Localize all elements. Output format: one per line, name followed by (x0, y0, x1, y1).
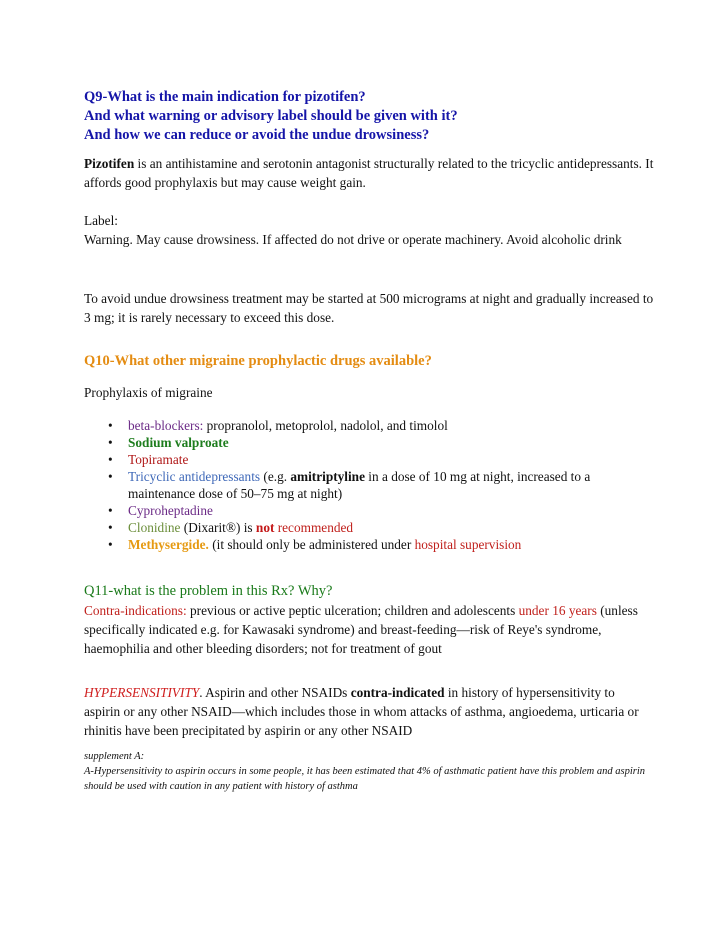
q11-heading: Q11-what is the problem in this Rx? Why? (84, 583, 333, 599)
tca-bold: amitriptyline (290, 469, 365, 484)
list-item-beta-blockers (84, 417, 644, 434)
methysergide-label: Methysergide. (128, 537, 209, 552)
contra-indications-label: Contra-indications: (84, 603, 187, 618)
contra-indications-text-1: previous or active peptic ulceration; children and adolescents (186, 603, 519, 618)
list-item-tca (84, 468, 644, 502)
label-title: Label: (84, 213, 118, 228)
hypersensitivity-paragraph (84, 683, 654, 740)
clonidine-recommended: recommended (274, 520, 354, 535)
beta-blockers-label: beta-blockers: (128, 418, 204, 433)
topiramate-label: Topiramate (128, 452, 189, 467)
q9-line-1: Q9-What is the main indication for pizotifen? (84, 89, 366, 105)
migraine-drug-list (84, 417, 644, 553)
beta-blockers-text: propranolol, metoprolol, nadolol, and timolol (203, 418, 448, 433)
q9-line-3: And how we can reduce or avoid the undue drowsiness? (84, 127, 430, 143)
contra-indications-paragraph (84, 601, 654, 658)
pizotifen-term: Pizotifen (84, 156, 135, 171)
pizotifen-text: is an antihistamine and serotonin antagonist structurally related to the tricyclic antidepressants. It affords good prophylaxis but may cause weight gain. (84, 156, 654, 190)
q10-intro: Prophylaxis of migraine (84, 385, 213, 400)
q9-heading (84, 88, 654, 145)
tca-post: in a dose of 10 mg at night, increased to a maintenance dose of 50–75 mg at night) (128, 469, 591, 501)
list-item-cyproheptadine (84, 502, 644, 519)
q10-heading: Q10-What other migraine prophylactic drugs available? (84, 353, 432, 369)
clonidine-mid: (Dixarit®) is (180, 520, 256, 535)
hypersensitivity-label: HYPERSENSITIVITY (84, 685, 200, 700)
methysergide-mid: (it should only be administered under (208, 537, 415, 552)
cyproheptadine-label: Cyproheptadine (128, 503, 213, 518)
under-16-years: under 16 years (518, 603, 597, 618)
list-item-clonidine (84, 519, 644, 536)
methysergide-hospital: hospital supervision (414, 537, 522, 552)
list-item-methysergide (84, 536, 644, 553)
q9-line-2: And what warning or advisory label should be given with it? (84, 108, 458, 124)
clonidine-not: not (255, 520, 275, 535)
tca-label: Tricyclic antidepressants (128, 469, 261, 484)
supplement-title: supplement A: (84, 751, 145, 762)
label-paragraph (84, 211, 654, 249)
list-item-valproate (84, 434, 644, 451)
avoid-drowsiness-paragraph: To avoid undue drowsiness treatment may be started at 500 micrograms at night and gradually increased to 3 mg; it is rarely necessary to exceed this dose. (84, 291, 654, 325)
supplement-text: A-Hypersensitivity to aspirin occurs in some people, it has been estimated that 4% of asthmatic patient have this problem and aspirin should be used with caution in any patient with history of asthma (84, 766, 645, 792)
tca-pre: (e.g. (260, 469, 291, 484)
label-text: Warning. May cause drowsiness. If affected do not drive or operate machinery. Avoid alcoholic drink (84, 232, 622, 247)
hypersensitivity-text-2: in history of hypersensitivity to aspirin or any other NSAID—which includes those in whom attacks of asthma, angioedema, urticaria or rhinitis have been precipitated by aspirin or any other NSAID (84, 685, 639, 738)
hypersensitivity-text-1: . Aspirin and other NSAIDs (199, 685, 351, 700)
valproate-label: Sodium valproate (128, 435, 229, 450)
contra-indicated-bold: contra-indicated (350, 685, 445, 700)
pizotifen-paragraph (84, 154, 654, 192)
list-item-topiramate (84, 451, 644, 468)
clonidine-label: Clonidine (128, 520, 181, 535)
contra-indications-text-2: (unless specifically indicated e.g. for Kawasaki syndrome) and breast-feeding—risk of Reye's syndrome, haemophilia and other bleeding disorders; not for treatment of gout (84, 603, 638, 656)
supplement-a (84, 749, 664, 794)
